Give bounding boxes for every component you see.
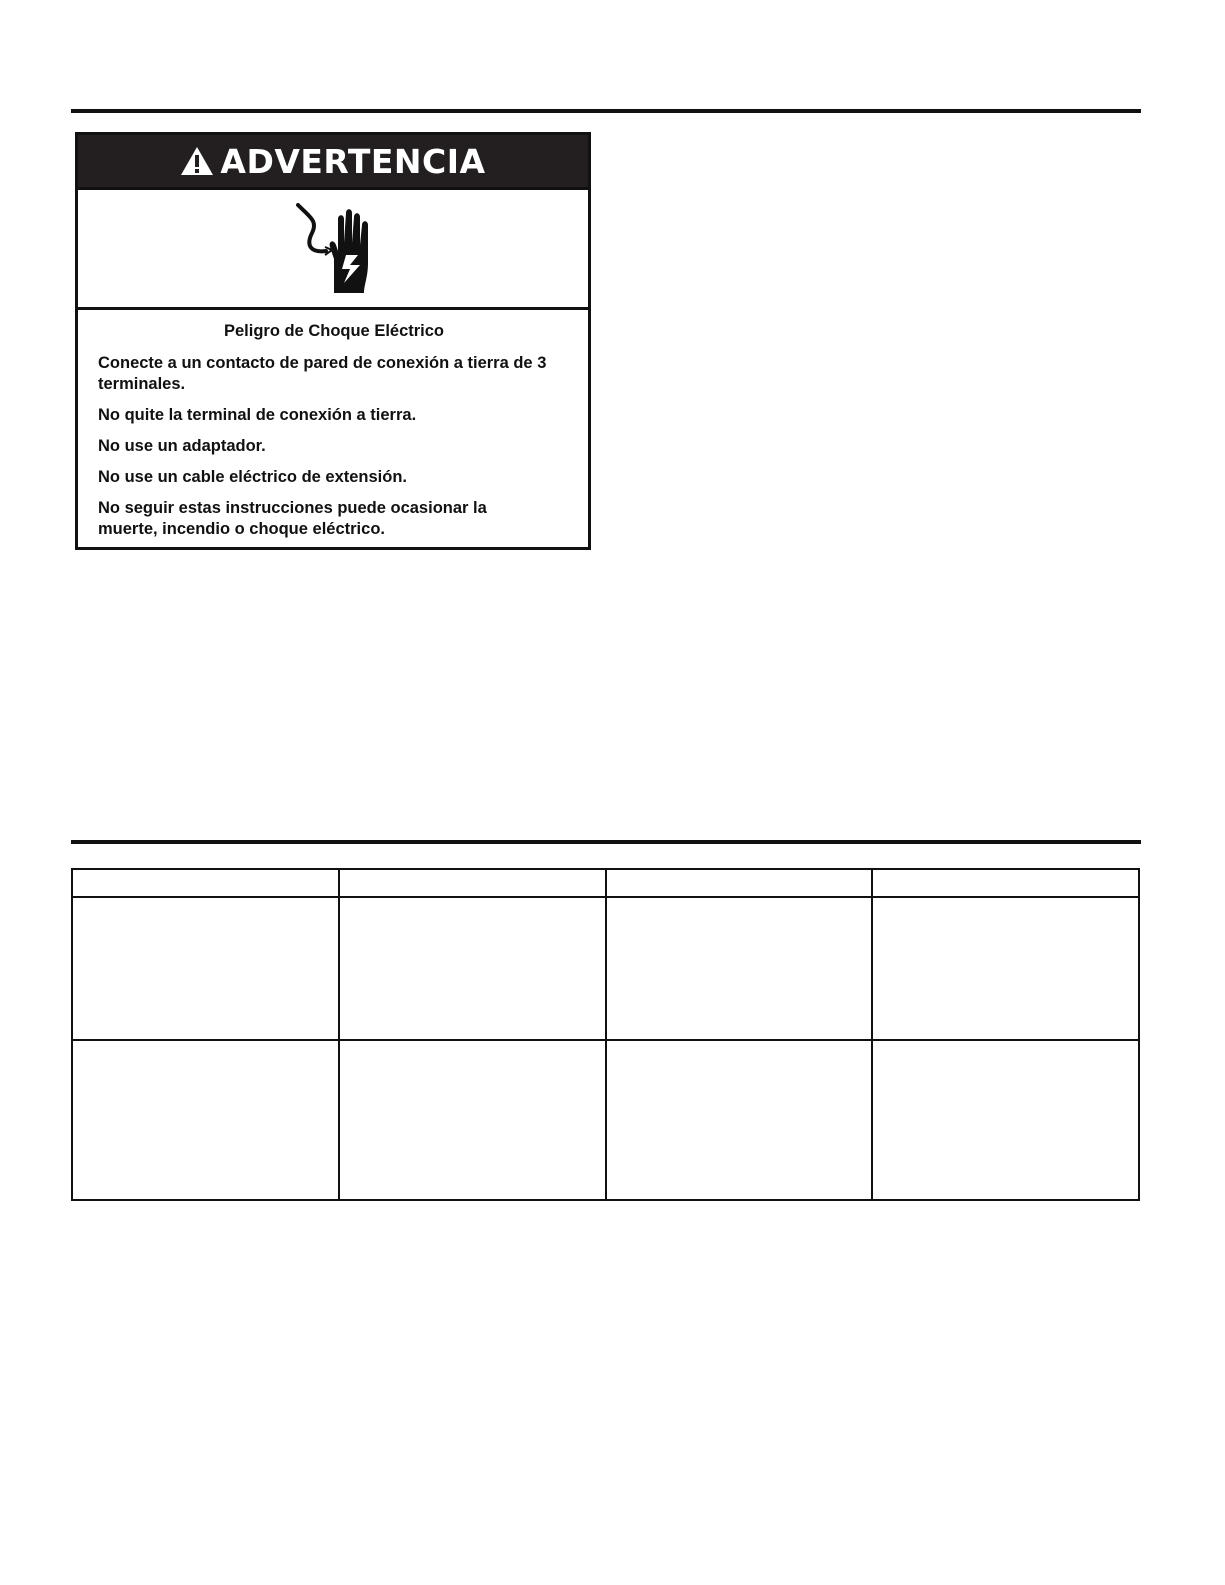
table-cell: [72, 1040, 339, 1200]
table-cell: [339, 897, 606, 1040]
warning-line-5: No seguir estas instrucciones puede ocasionar la muerte, incendio o choque eléctrico.: [98, 499, 487, 538]
table-cell: [606, 869, 873, 897]
middle-section-rule: [71, 840, 1141, 844]
electric-shock-hand-icon: [288, 203, 378, 295]
table-row: [72, 1040, 1139, 1200]
table-row: [72, 897, 1139, 1040]
table-cell: [872, 1040, 1139, 1200]
hazard-icon-area: [78, 190, 588, 310]
table-cell: [339, 1040, 606, 1200]
empty-grid-table: [71, 868, 1140, 1201]
warning-title: ADVERTENCIA: [220, 141, 486, 181]
warning-line-3: No use un adaptador.: [98, 437, 266, 455]
warning-line-4: No use un cable eléctrico de extensión.: [98, 468, 408, 486]
table-cell: [606, 1040, 873, 1200]
table-cell: [872, 869, 1139, 897]
warning-body: [78, 310, 588, 540]
warning-line-2: No quite la terminal de conexión a tierra.: [98, 406, 417, 424]
table-cell: [72, 869, 339, 897]
table-cell: [72, 897, 339, 1040]
warning-subtitle: Peligro de Choque Eléctrico: [223, 322, 445, 340]
table-cell: [339, 869, 606, 897]
warning-triangle-icon: [180, 146, 214, 176]
warning-line-1: Conecte a un contacto de pared de conexión a tierra de 3 terminales.: [98, 354, 547, 393]
table-cell: [872, 897, 1139, 1040]
warning-header: [78, 135, 588, 190]
table-cell: [606, 897, 873, 1040]
table-header-row: [72, 869, 1139, 897]
top-section-rule: [71, 109, 1141, 113]
warning-box: [75, 132, 591, 550]
